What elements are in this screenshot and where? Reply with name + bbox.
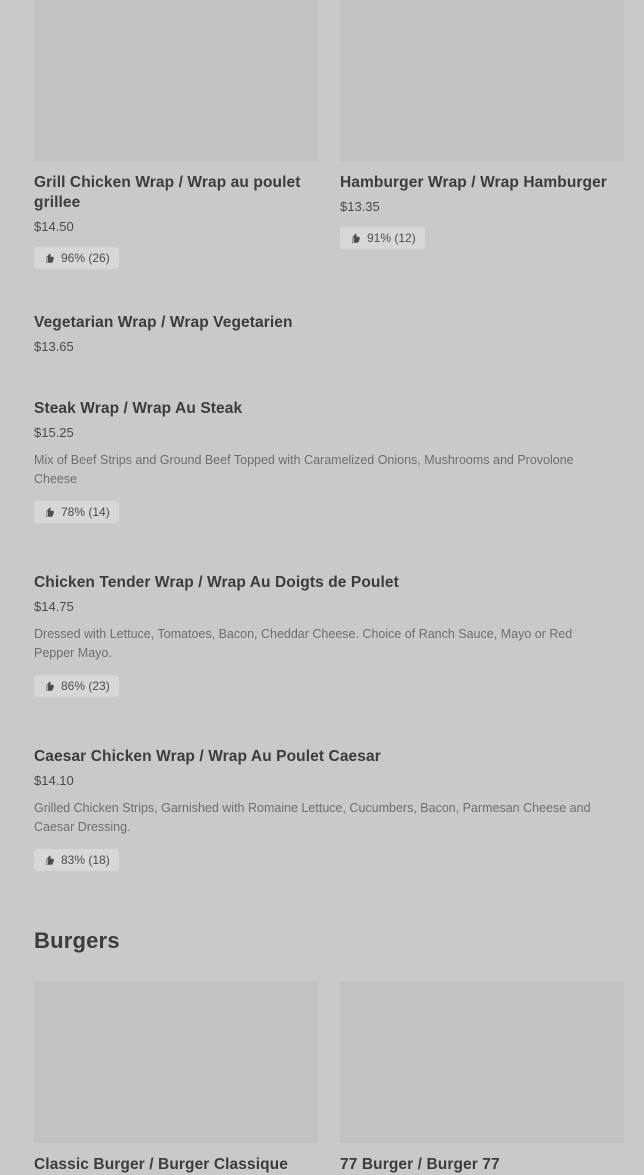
rating-text: 86% (23) [61,679,110,693]
menu-item-card[interactable] [34,981,318,1175]
thumbs-up-icon [43,506,55,518]
menu-item-description: Dressed with Lettuce, Tomatoes, Bacon, Cheddar Cheese. Choice of Ranch Sauce, Mayo or Red Pepper Mayo. [34,627,573,660]
menu-item-card[interactable] [34,399,610,523]
menu-item-title: Chicken Tender Wrap / Wrap Au Doigts de Poulet [34,574,399,591]
menu-item-title: Grill Chicken Wrap / Wrap au poulet grillee [34,174,301,211]
menu-item-card[interactable] [340,981,624,1175]
rating-text: 83% (18) [61,853,110,867]
menu-item-rating [34,849,119,871]
menu-item-card[interactable] [34,747,610,871]
menu-item-card[interactable] [34,0,318,269]
menu-item-title: Classic Burger / Burger Classique [34,1156,288,1173]
menu-item-rating [34,675,119,697]
menu-item-title: Caesar Chicken Wrap / Wrap Au Poulet Caesar [34,748,381,765]
menu-item-rating [34,247,119,269]
rating-text: 78% (14) [61,505,110,519]
menu-item-card[interactable] [340,0,624,269]
thumbs-up-icon [349,232,361,244]
menu-item-card[interactable] [34,573,610,697]
thumbs-up-icon [43,854,55,866]
menu-item-price: $14.50 [34,219,74,234]
menu-item-description: Mix of Beef Strips and Ground Beef Topped with Caramelized Onions, Mushrooms and Provolone Cheese [34,453,574,486]
menu-item-image[interactable] [340,0,624,161]
menu-item-title: 77 Burger / Burger 77 [340,1156,500,1173]
menu-item-image[interactable] [34,981,318,1143]
rating-text: 91% (12) [367,231,416,245]
menu-item-rating [340,227,425,249]
menu-item-rating [34,501,119,523]
thumbs-up-icon [43,680,55,692]
section-heading-burgers: Burgers [34,928,120,953]
menu-item-price: $14.10 [34,773,74,788]
menu-item-price: $13.35 [340,199,380,214]
menu-item-title: Vegetarian Wrap / Wrap Vegetarien [34,314,293,331]
menu-item-description: Grilled Chicken Strips, Garnished with Romaine Lettuce, Cucumbers, Bacon, Parmesan Cheese and Caesar Dressing. [34,801,591,834]
menu-item-card[interactable] [34,313,610,355]
menu-item-title: Steak Wrap / Wrap Au Steak [34,400,243,417]
burgers-image-row [34,981,610,1175]
rating-text: 96% (26) [61,251,110,265]
menu-item-image[interactable] [34,0,318,161]
thumbs-up-icon [43,252,55,264]
menu-item-title: Hamburger Wrap / Wrap Hamburger [340,174,607,191]
menu-item-price: $14.75 [34,599,74,614]
menu-item-price: $13.65 [34,339,74,354]
menu-item-image[interactable] [340,981,624,1143]
wraps-image-row [34,0,610,269]
menu-item-price: $15.25 [34,425,74,440]
